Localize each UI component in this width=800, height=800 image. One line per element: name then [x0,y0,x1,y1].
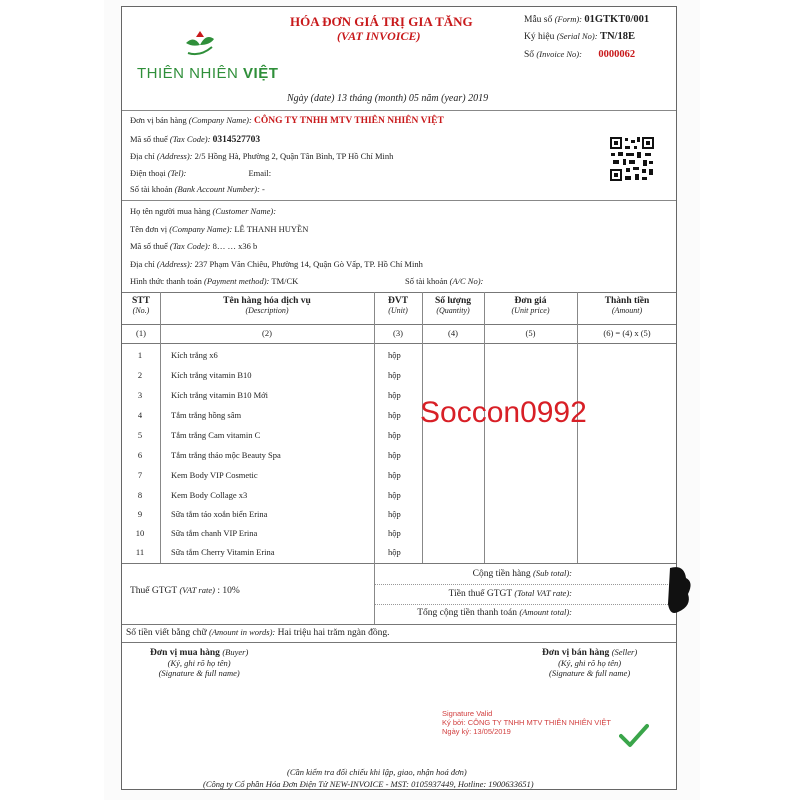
col-header-description: Tên hàng hóa dịch vụ (Description) [223,296,311,315]
digital-signature-stamp: Signature Valid Ký bởi: CÔNG TY TNHH MTV THIÊN NHIÊN VIỆT Ngày ký: 13/05/2019 [442,709,611,736]
buyer-address: Địa chỉ (Address): 237 Phạm Văn Chiêu, Phường 14, Quận Gò Vấp, TP. Hồ Chí Minh [130,259,423,269]
invoice-date: Ngày (date) 13 tháng (month) 05 năm (year) 2019 [287,93,489,104]
subtotal-label: Cộng tiền hàng (Sub total): [472,568,572,579]
buyer-signature-block: Đơn vị mua hàng (Buyer) (Ký, ghi rõ họ tên) (Signature & full name) [150,647,249,678]
vat-amount-label: Tiền thuế GTGT (Total VAT rate): [448,588,572,599]
vat-rate: Thuế GTGT (VAT rate) : 10% [130,585,240,596]
form-number: Mẫu số (Form): 01GTKT0/001 [524,14,650,25]
qr-code [609,136,655,182]
serial-number: Ký hiệu (Serial No): TN/18E [524,31,635,42]
col-number: (2) [262,328,272,338]
buyer-account: Số tài khoản (A/C No): [405,276,484,286]
buyer-payment: Hình thức thanh toán (Payment method): TM/CK [130,276,299,286]
col-number: (3) [393,328,403,338]
logo [180,27,220,61]
checkmark-icon [619,723,649,749]
invoice-title: HÓA ĐƠN GIÁ TRỊ GIA TĂNG [290,14,473,29]
col-number: (4) [448,328,458,338]
clip-shadow [664,560,694,620]
buyer-company: Tên đơn vị (Company Name): LÊ THANH HUYỀN [130,224,309,234]
seller-address: Địa chỉ (Address): 2/5 Hồng Hà, Phường 2, Quận Tân Bình, TP Hồ Chí Minh [130,151,394,161]
leaf-logo-icon [180,27,220,61]
col-header-quantity: Số lượng (Quantity) [434,296,472,315]
divider [122,642,676,643]
invoice-document: THIÊN NHIÊN VIỆT HÓA ĐƠN GIÁ TRỊ GIA TĂNG (VAT INVOICE) Mẫu số (Form): 01GTKT0/001 Ký hiệu (Serial No): TN/18E Số (Invoice No): 0000062 Ngày (date) 13 tháng (month) 05 năm (year) 2019 Đơn vị bán hàng (Company Name): CÔNG TY TNHH MTV THIÊN NHIÊN VIỆT Mã số thuế (Tax Code): 0314527703 Địa chỉ (Address): 2/5 Hồng Hà, Phường 2, Quận Tân Bình, TP Hồ Chí Minh Điện thoại (Tel): Email: Số tài khoản (Bank Account Number): - Họ tên người mua hàng (Customer Name): Tên đơn vị (Company Name): LÊ THANH HUYỀN Mã số thuế (Tax Code): 8… … x36 b Địa chỉ (Address): 237 Phạm Văn Chiêu, Phường 14, Quận Gò Vấp, TP. Hồ Chí Minh Hình thức thanh toán (Payment method): TM/CK Số tài khoản (A/C No): STT (No.) Tên hàng hóa dịch vụ (Description) ĐVT (Unit) Số lượng (Quantity) Đơn giá (Unit price) Thành tiền (Amount) (1) (2) (3) (4) (5) (6) = (4) x (5) 1 Kích trắng x6 hộp 2 Kích trắng vitamin B10 hộp 3 Kích trắng vitamin B10 Mới hộp 4 Tắm trắng hồng sâm hộp 5 Tắm trắng Cam vitamin C hộp 6 Tắm trắng thảo mộc Beauty Spa hộp 7 Kem Body VIP Cosmetic hộp 8 Kem Body Collage x3 hộp 9 Sữa tắm táo xoắn biển Erina hộp 10 Sữa tắm chanh VIP Erina hộp 11 Sữa tắm Cherry Vitamin Erina hộp Thuế GTGT (VAT rate) : 10% Cộng tiền hàng (Sub total): Tiền thuế GTGT (Total VAT rate): Tổng cộng tiền thanh toán (Amount total): Số tiền viết bằng chữ (Amount in words): Hai triệu hai trăm ngàn đồng. Đơn vị mua hàng (Buyer) (Ký, ghi rõ họ tên) (Signature & full name) Đơn vị bán hàng (Seller) (Ký, ghi rõ họ tên) (Signature & full name) Signature Valid Ký bởi: CÔNG TY TNHH MTV THIÊN NHIÊN VIỆT Ngày ký: 13/05/2019 (Cần kiểm tra đối chiếu khi lập, giao, nhận hoá đơn) (Công ty Cổ phần Hóa Đơn Điện Tử NEW-INVOICE - MST: 0105937449, Hotline: 1900633651) [121,6,677,790]
seller-signature-block: Đơn vị bán hàng (Seller) (Ký, ghi rõ họ tên) (Signature & full name) [542,647,638,678]
col-header-amount: Thành tiền (Amount) [604,296,650,315]
seller-bank-account: Số tài khoản (Bank Account Number): - [130,184,265,194]
seller-phone: Điện thoại (Tel): Email: [130,168,272,178]
invoice-number: Số (Invoice No): 0000062 [524,49,636,60]
buyer-tax-code: Mã số thuế (Tax Code): 8… … x36 b [130,241,258,251]
qr-code-icon [609,136,655,182]
watermark-text: Soccon0992 [420,396,587,429]
col-header-unit-price: Đơn giá (Unit price) [511,296,550,315]
divider [122,110,676,111]
col-number: (1) [136,328,146,338]
amount-in-words: Số tiền viết bằng chữ (Amount in words): Hai triệu hai trăm ngàn đồng. [126,627,390,638]
col-header-unit: ĐVT (Unit) [387,296,409,315]
footer-provider: (Công ty Cổ phần Hóa Đơn Điện Tử NEW-INVOICE - MST: 0105937449, Hotline: 1900633651) [203,779,534,789]
footer-note: (Cần kiểm tra đối chiếu khi lập, giao, nhận hoá đơn) [287,767,467,777]
col-header-no: STT (No.) [132,296,150,315]
col-number: (5) [525,328,536,338]
seller-company: Đơn vị bán hàng (Company Name): CÔNG TY TNHH MTV THIÊN NHIÊN VIỆT [130,115,444,126]
brand-name: THIÊN NHIÊN VIỆT [137,65,279,82]
col-number: (6) = (4) x (5) [603,328,651,338]
invoice-subtitle: (VAT INVOICE) [337,29,421,43]
buyer-name: Họ tên người mua hàng (Customer Name): [130,206,277,216]
grand-total-label: Tổng cộng tiền thanh toán (Amount total): [417,607,572,618]
seller-tax-code: Mã số thuế (Tax Code): 0314527703 [130,134,261,145]
divider [122,200,676,201]
